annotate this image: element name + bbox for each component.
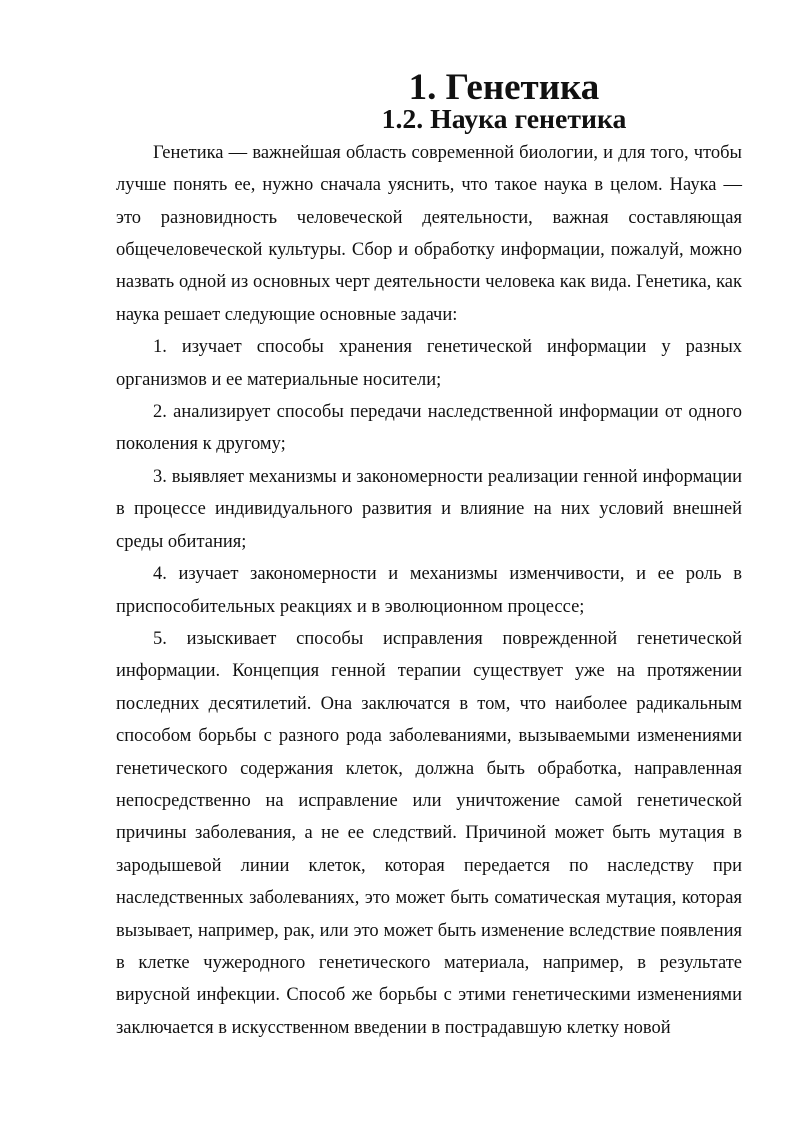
document-page [116, 67, 742, 1044]
task-item-4: 4. изучает закономерности и механизмы изменчивости, и ее роль в приспособительных реакциях и в эволюционном процессе; [116, 564, 742, 617]
section-heading: 1.2. Наука генетика [381, 104, 627, 136]
task-item-2: 2. анализирует способы передачи наследственной информации от одного поколения к другому; [116, 402, 742, 455]
task-item-1: 1. изучает способы хранения генетической информации у разных организмов и ее материальные носители; [116, 337, 742, 390]
task-item-3: 3. выявляет механизмы и закономерности реализации генной информации в процессе индивидуального развития и влияние на них условий внешней среды обитания; [116, 466, 742, 552]
chapter-heading: 1. Генетика [408, 67, 600, 108]
intro-paragraph: Генетика — важнейшая область современной биологии, и для того, чтобы лучше понять ее, нужно сначала уяснить, что такое наука в целом. Наука — это разновидность человеческой деятельности, важная составляющая общечеловеческой культуры. Сбор и обработку информации, пожалуй, можно назвать одной из основных черт деятельности человека как вида. Генетика, как наука решает следующие основные задачи: [116, 142, 742, 325]
task-item-5: 5. изыскивает способы исправления поврежденной генетической информации. Концепция генной терапии существует уже на протяжении последних десятилетий. Она заключатся в том, что наиболее радикальным способом борьбы с разного рода заболеваниями, вызываемыми изменениями генетического содержания клеток, должна быть обработка, направленная непосредственно на исправление или уничтожение самой генетической причины заболевания, а не ее следствий. Причиной может быть мутация в зародышевой линии клеток, которая передается по наследству при наследственных заболеваниях, это может быть соматическая мутация, которая вызывает, например, рак, или это может быть изменение вследствие появления в клетке чужеродного генетического материала, например, в результате вирусной инфекции. Способ же борьбы с этими генетическими изменениями заключается в искусственном введении в пострадавшую клетку новой [116, 628, 742, 1038]
